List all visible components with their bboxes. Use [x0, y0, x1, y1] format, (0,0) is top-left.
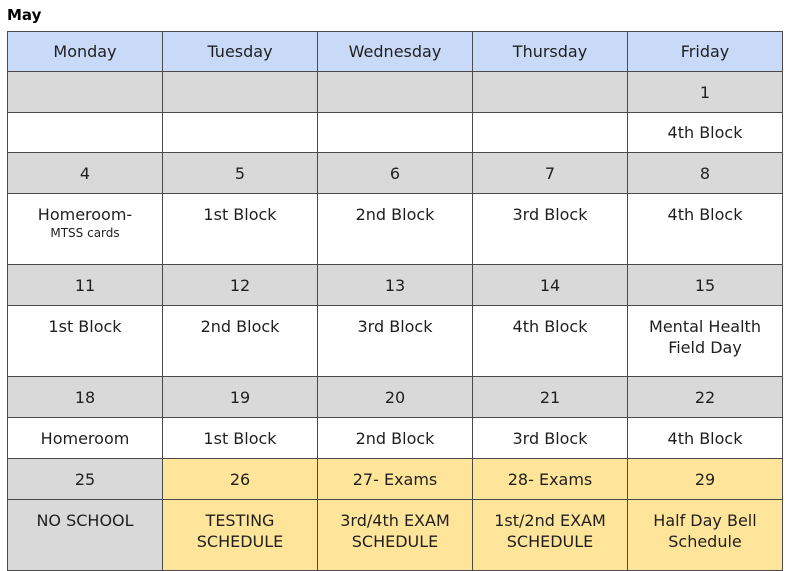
date-row — [8, 72, 783, 113]
event-cell: Homeroom — [8, 418, 163, 459]
weekday-header: Wednesday — [318, 32, 473, 72]
date-cell: 28- Exams — [473, 459, 628, 500]
date-cell: 5 — [163, 153, 318, 194]
event-cell — [8, 194, 163, 265]
event-cell: 1st Block — [163, 194, 318, 265]
date-cell: 7 — [473, 153, 628, 194]
event-cell: TESTING SCHEDULE — [163, 500, 318, 571]
event-cell: Half Day Bell Schedule — [628, 500, 783, 571]
event-cell — [8, 113, 163, 153]
date-cell — [8, 72, 163, 113]
event-cell: 1st/2nd EXAM SCHEDULE — [473, 500, 628, 571]
event-cell: 3rd Block — [318, 306, 473, 377]
date-cell: 8 — [628, 153, 783, 194]
date-cell: 1 — [628, 72, 783, 113]
event-cell: 2nd Block — [318, 418, 473, 459]
date-cell: 22 — [628, 377, 783, 418]
event-cell: 4th Block — [628, 418, 783, 459]
weekday-header: Thursday — [473, 32, 628, 72]
date-cell — [473, 72, 628, 113]
date-cell: 20 — [318, 377, 473, 418]
event-row — [8, 500, 783, 571]
date-cell: 26 — [163, 459, 318, 500]
calendar-grid — [7, 31, 783, 571]
date-cell: 14 — [473, 265, 628, 306]
event-row — [8, 113, 783, 153]
event-cell: 4th Block — [628, 194, 783, 265]
date-row — [8, 459, 783, 500]
date-cell: 19 — [163, 377, 318, 418]
event-cell: 1st Block — [163, 418, 318, 459]
event-cell — [473, 113, 628, 153]
weekday-header-row — [8, 32, 783, 72]
event-cell: 4th Block — [628, 113, 783, 153]
event-cell: Mental Health Field Day — [628, 306, 783, 377]
event-cell: 1st Block — [8, 306, 163, 377]
event-row — [8, 306, 783, 377]
date-cell: 4 — [8, 153, 163, 194]
event-cell: 2nd Block — [318, 194, 473, 265]
date-row — [8, 377, 783, 418]
event-cell — [318, 113, 473, 153]
date-cell: 15 — [628, 265, 783, 306]
event-cell: 4th Block — [473, 306, 628, 377]
event-cell — [163, 113, 318, 153]
event-cell: 3rd Block — [473, 418, 628, 459]
event-note: MTSS cards — [50, 226, 120, 240]
weekday-header: Friday — [628, 32, 783, 72]
date-cell: 13 — [318, 265, 473, 306]
event-row — [8, 194, 783, 265]
date-cell: 27- Exams — [318, 459, 473, 500]
date-cell: 21 — [473, 377, 628, 418]
weekday-header: Tuesday — [163, 32, 318, 72]
event-cell: 3rd Block — [473, 194, 628, 265]
date-cell: 29 — [628, 459, 783, 500]
date-cell: 12 — [163, 265, 318, 306]
month-title: May — [7, 6, 42, 24]
date-cell: 11 — [8, 265, 163, 306]
date-cell — [163, 72, 318, 113]
event-text: Homeroom- — [37, 205, 133, 224]
date-cell: 6 — [318, 153, 473, 194]
date-cell: 18 — [8, 377, 163, 418]
event-cell: 2nd Block — [163, 306, 318, 377]
date-cell — [318, 72, 473, 113]
date-cell: 25 — [8, 459, 163, 500]
date-row — [8, 265, 783, 306]
event-row — [8, 418, 783, 459]
event-cell: 3rd/4th EXAM SCHEDULE — [318, 500, 473, 571]
weekday-header: Monday — [8, 32, 163, 72]
date-row — [8, 153, 783, 194]
event-cell: NO SCHOOL — [8, 500, 163, 571]
